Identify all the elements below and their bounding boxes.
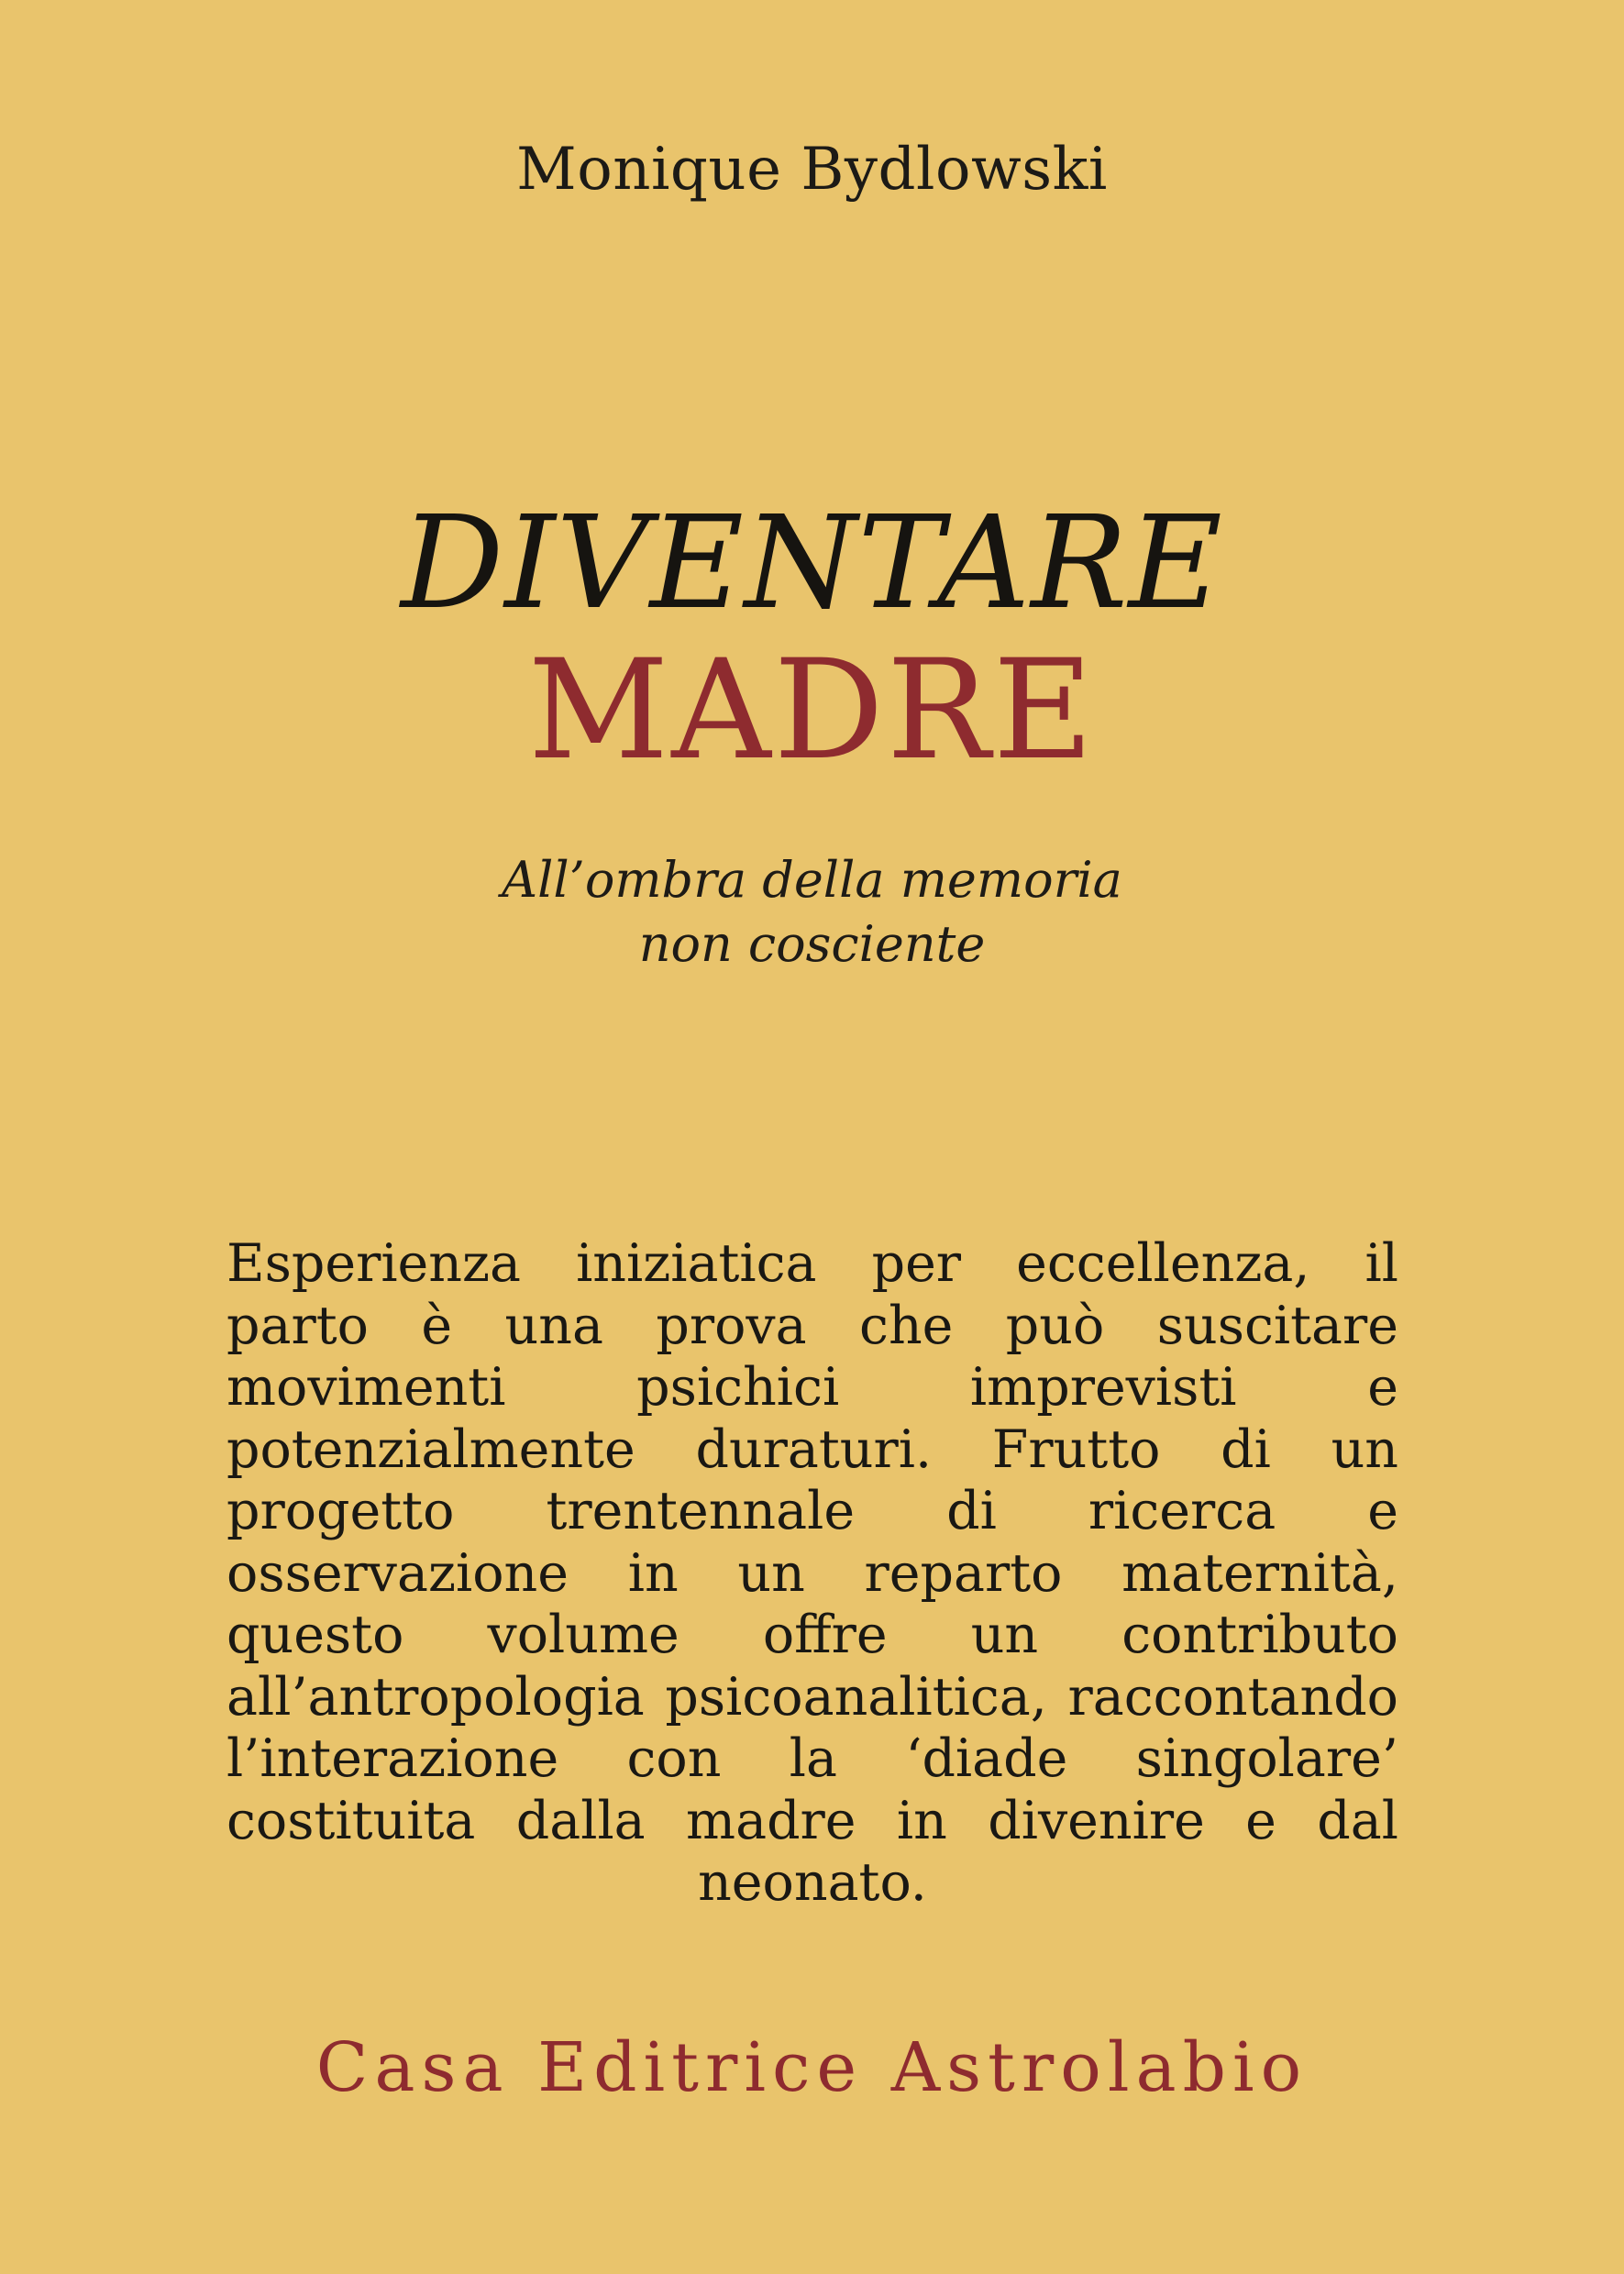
blurb-text: Esperienza iniziatica per eccellenza, il parto è una prova che può suscitare movimenti psichici imprevisti e potenzialmente duraturi. Frutto di un progetto trentennale di ricerca e osservazione in un reparto maternità, questo volume offre un contributo all’antropologia psicoanalitica, raccontando l’interazione con la ‘diade singolare’ costituita dalla madre in divenire e dal neonato. [226,1233,1398,1913]
subtitle-line-2: non cosciente [638,915,986,973]
subtitle [0,848,1624,977]
publisher-name: Casa Editrice Astrolabio [315,2028,1309,2107]
author-name: Monique Bydlowski [516,136,1108,204]
title-line-1: DIVENTARE [401,489,1223,638]
title-line-2: MADRE [527,631,1097,790]
subtitle-line-1: All’ombra della memoria [502,851,1122,909]
